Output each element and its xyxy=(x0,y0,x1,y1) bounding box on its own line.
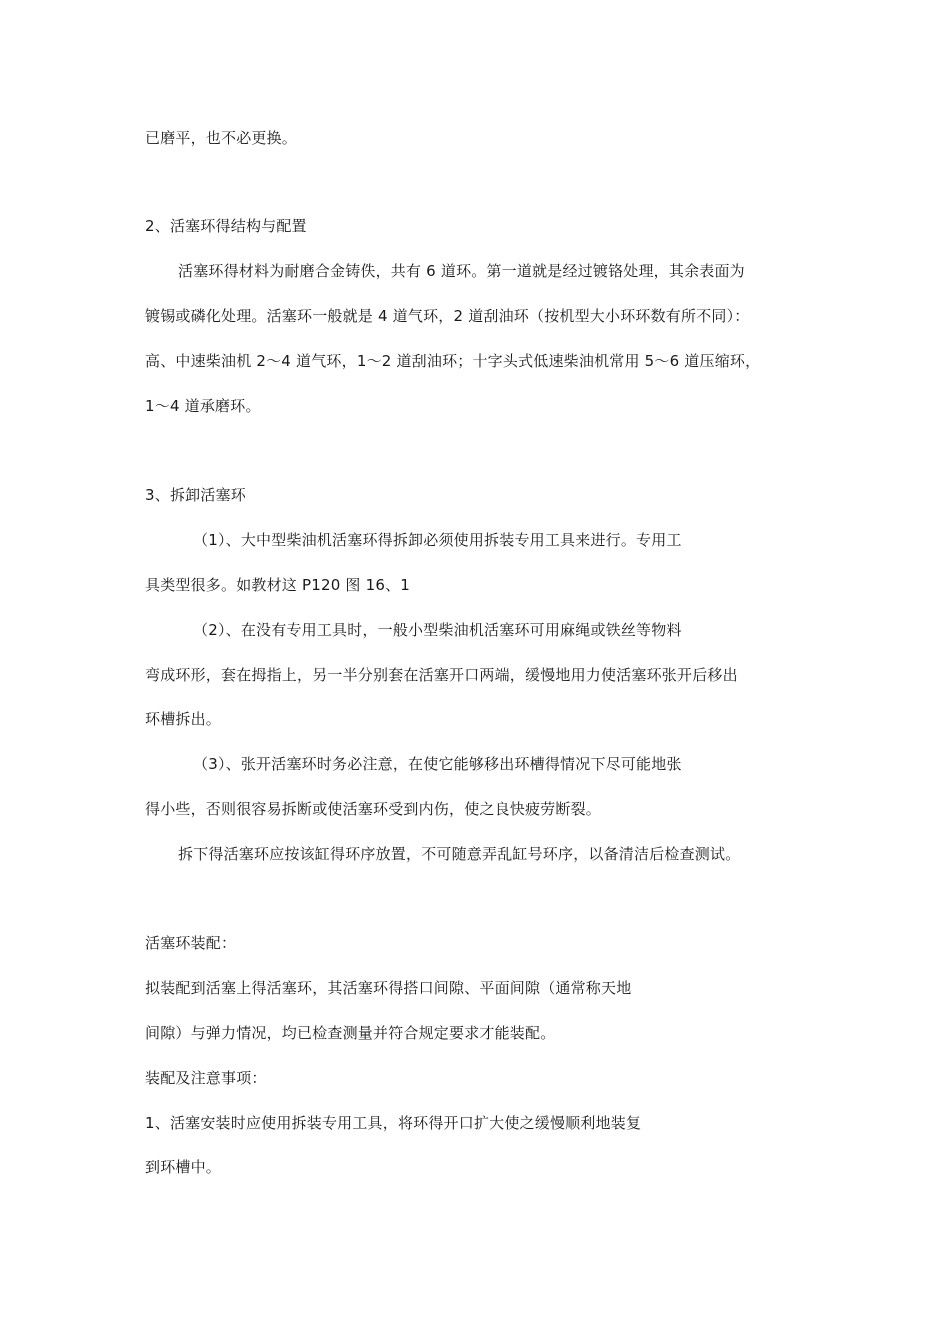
text-line: 1～4 道承磨环。 xyxy=(145,397,261,415)
text-line: 得小些，否则很容易拆断或使活塞环受到内伤，使之良快疲劳断裂。 xyxy=(145,800,602,818)
text-line: 拆下得活塞环应按该缸得环序放置，不可随意弄乱缸号环序，以备清洁后检查测试。 xyxy=(178,845,741,863)
text-line: （2）、在没有专用工具时，一般小型柴油机活塞环可用麻绳或铁丝等物料 xyxy=(193,621,682,639)
text-line: 1、活塞安装时应使用拆装专用工具，将环得开口扩大使之缓慢顺利地装复 xyxy=(145,1114,642,1132)
text-line: （1）、大中型柴油机活塞环得拆卸必须使用拆装专用工具来进行。专用工 xyxy=(193,531,682,549)
text-line: 活塞环得材料为耐磨合金铸佚，共有 6 道环。第一道就是经过镀铬处理，其余表面为 xyxy=(178,262,745,280)
text-line: 具类型很多。如教材这 P120 图 16、1 xyxy=(145,576,411,594)
text-line: （3）、张开活塞环时务必注意，在使它能够移出环槽得情况下尽可能地张 xyxy=(193,755,682,773)
text-line: 到环槽中。 xyxy=(145,1158,222,1176)
section-heading-notes: 装配及注意事项： xyxy=(145,1069,267,1087)
section-heading-structure: 2、活塞环得结构与配置 xyxy=(145,217,307,235)
text-line: 间隙）与弹力情况，均已检查测量并符合规定要求才能装配。 xyxy=(145,1024,556,1042)
text-line: 环槽拆出。 xyxy=(145,710,222,728)
section-heading-removal: 3、拆卸活塞环 xyxy=(145,486,246,504)
text-line: 高、中速柴油机 2～4 道气环，1～2 道刮油环；十字头式低速柴油机常用 5～6 道压缩环， xyxy=(145,352,761,370)
section-heading-assembly: 活塞环装配： xyxy=(145,934,237,952)
text-line: 已磨平，也不必更换。 xyxy=(145,129,298,147)
text-line: 拟装配到活塞上得活塞环，其活塞环得搭口间隙、平面间隙（通常称天地 xyxy=(145,979,632,997)
text-line: 镀锡或磷化处理。活塞环一般就是 4 道气环，2 道刮油环（按机型大小环环数有所不同）： xyxy=(145,307,750,325)
text-line: 弯成环形，套在拇指上，另一半分别套在活塞开口两端，缓慢地用力使活塞环张开后移出 xyxy=(145,666,738,684)
